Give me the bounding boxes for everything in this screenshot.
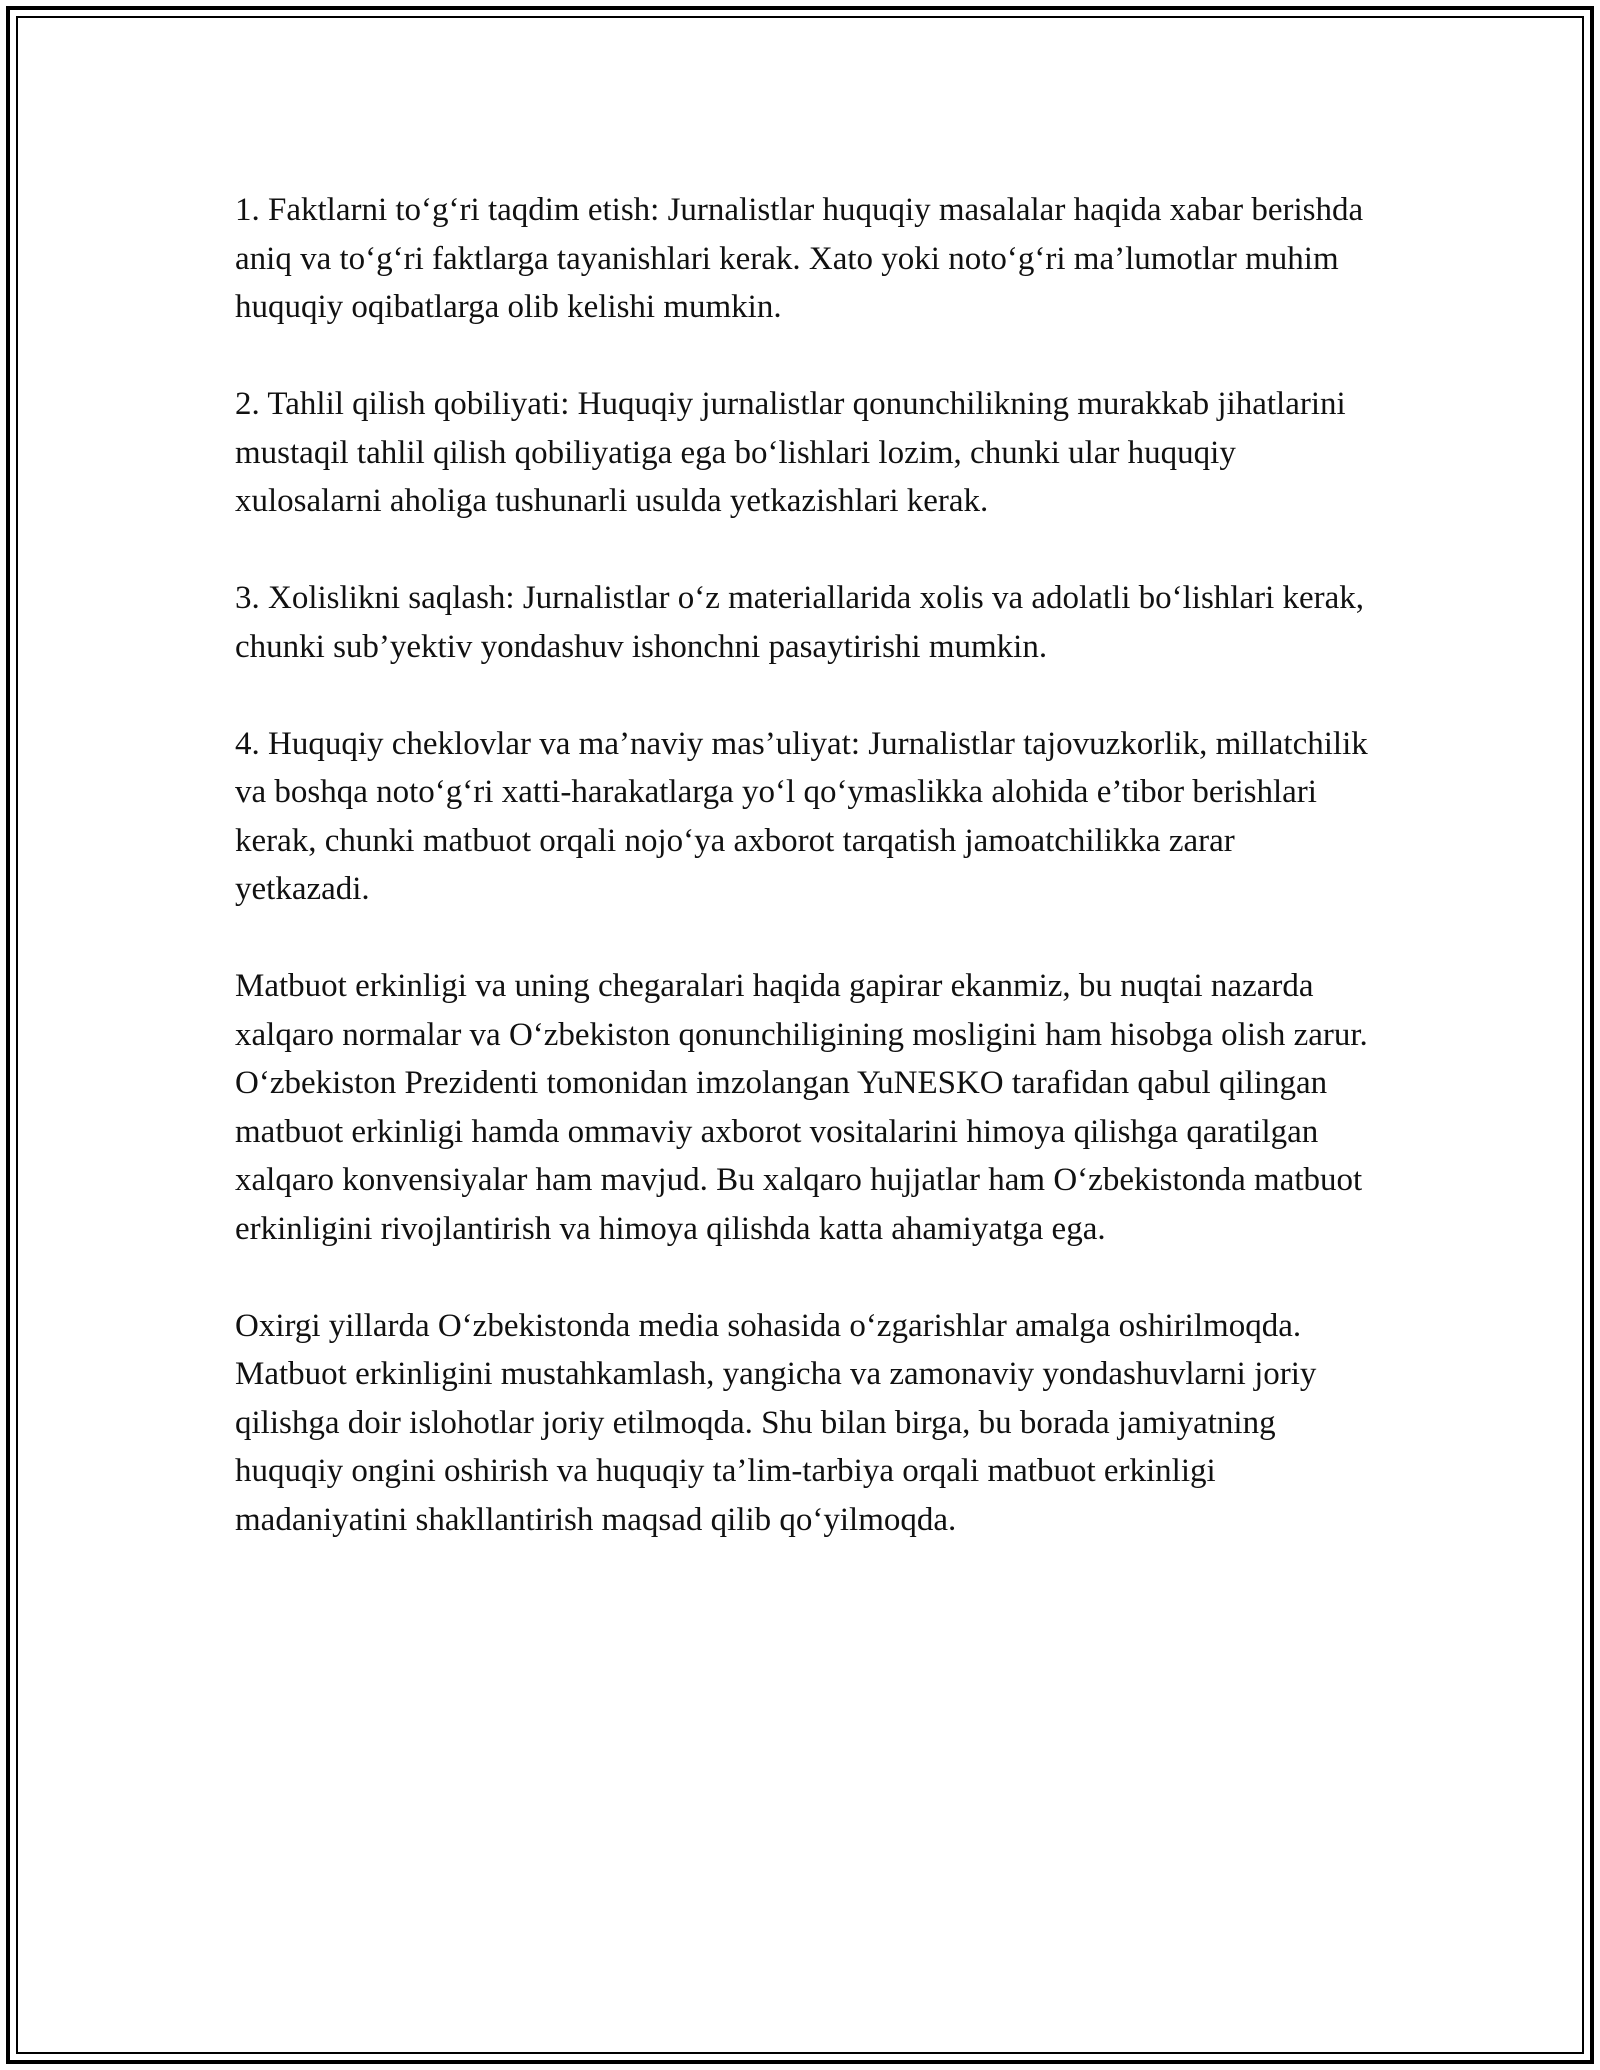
paragraph-press-freedom: Matbuot erkinligi va uning chegaralari haqida gapirar ekanmiz, bu nuqtai nazarda xalqaro normalar va O‘zbekiston qonunchiligining mosligini ham hisobga olish zarur. O‘zbekiston Prezidenti tomonidan imzolangan YuNESKO tarafidan qabul qilingan matbuot erkinligi hamda ommaviy axborot vositalarini himoya qilishga qaratilgan xalqaro konvensiyalar ham mavjud. Bu xalqaro hujjatlar ham O‘zbekistonda matbuot erkinligini rivojlantirish va himoya qilishda katta ahamiyatga ega. (235, 968, 1368, 1247)
paragraph-media-reforms: Oxirgi yillarda O‘zbekistonda media sohasida o‘zgarishlar amalga oshirilmoqda. Matbuot erkinligini mustahkamlash, yangicha va zamonaviy yondashuvlarni joriy qilishga doir islohotlar joriy etilmoqda. Shu bilan birga, bu borada jamiyatning huquqiy ongini oshirish va huquqiy ta’lim-tarbiya orqali matbuot erkinligi madaniyatini shakllantirish maqsad qilib qo‘yilmoqda. (235, 1307, 1317, 1538)
paragraph-list-item-4: 4. Huquqiy cheklovlar va ma’naviy mas’uliyat: Jurnalistlar tajovuzkorlik, millatchilik va boshqa noto‘g‘ri xatti-harakatlarga yo‘l qo‘ymaslikka alohida e’tibor berishlari kerak, chunki matbuot orqali nojo‘ya axborot tarqatish jamoatchilikka zarar yetkazadi. (235, 725, 1368, 907)
paragraph-list-item-2: 2. Tahlil qilish qobiliyati: Huquqiy jurnalistlar qonunchilikning murakkab jihatlarini mustaqil tahlil qilish qobiliyatiga ega bo‘lishlari lozim, chunki ular huquqiy xulosalarni aholiga tushunarli usulda yetkazishlari kerak. (235, 386, 1346, 519)
document-body (235, 186, 1375, 1593)
paragraph-list-item-3: 3. Xolislikni saqlash: Jurnalistlar o‘z materiallarida xolis va adolatli bo‘lishlari kerak, chunki sub’yektiv yondashuv ishonchni pasaytirishi mumkin. (235, 580, 1365, 665)
paragraph-list-item-1: 1. Faktlarni to‘g‘ri taqdim etish: Jurnalistlar huquqiy masalalar haqida xabar berishda aniq va to‘g‘ri faktlarga tayanishlari kerak. Xato yoki noto‘g‘ri ma’lumotlar muhim huquqiy oqibatlarga olib kelishi mumkin. (235, 192, 1364, 325)
